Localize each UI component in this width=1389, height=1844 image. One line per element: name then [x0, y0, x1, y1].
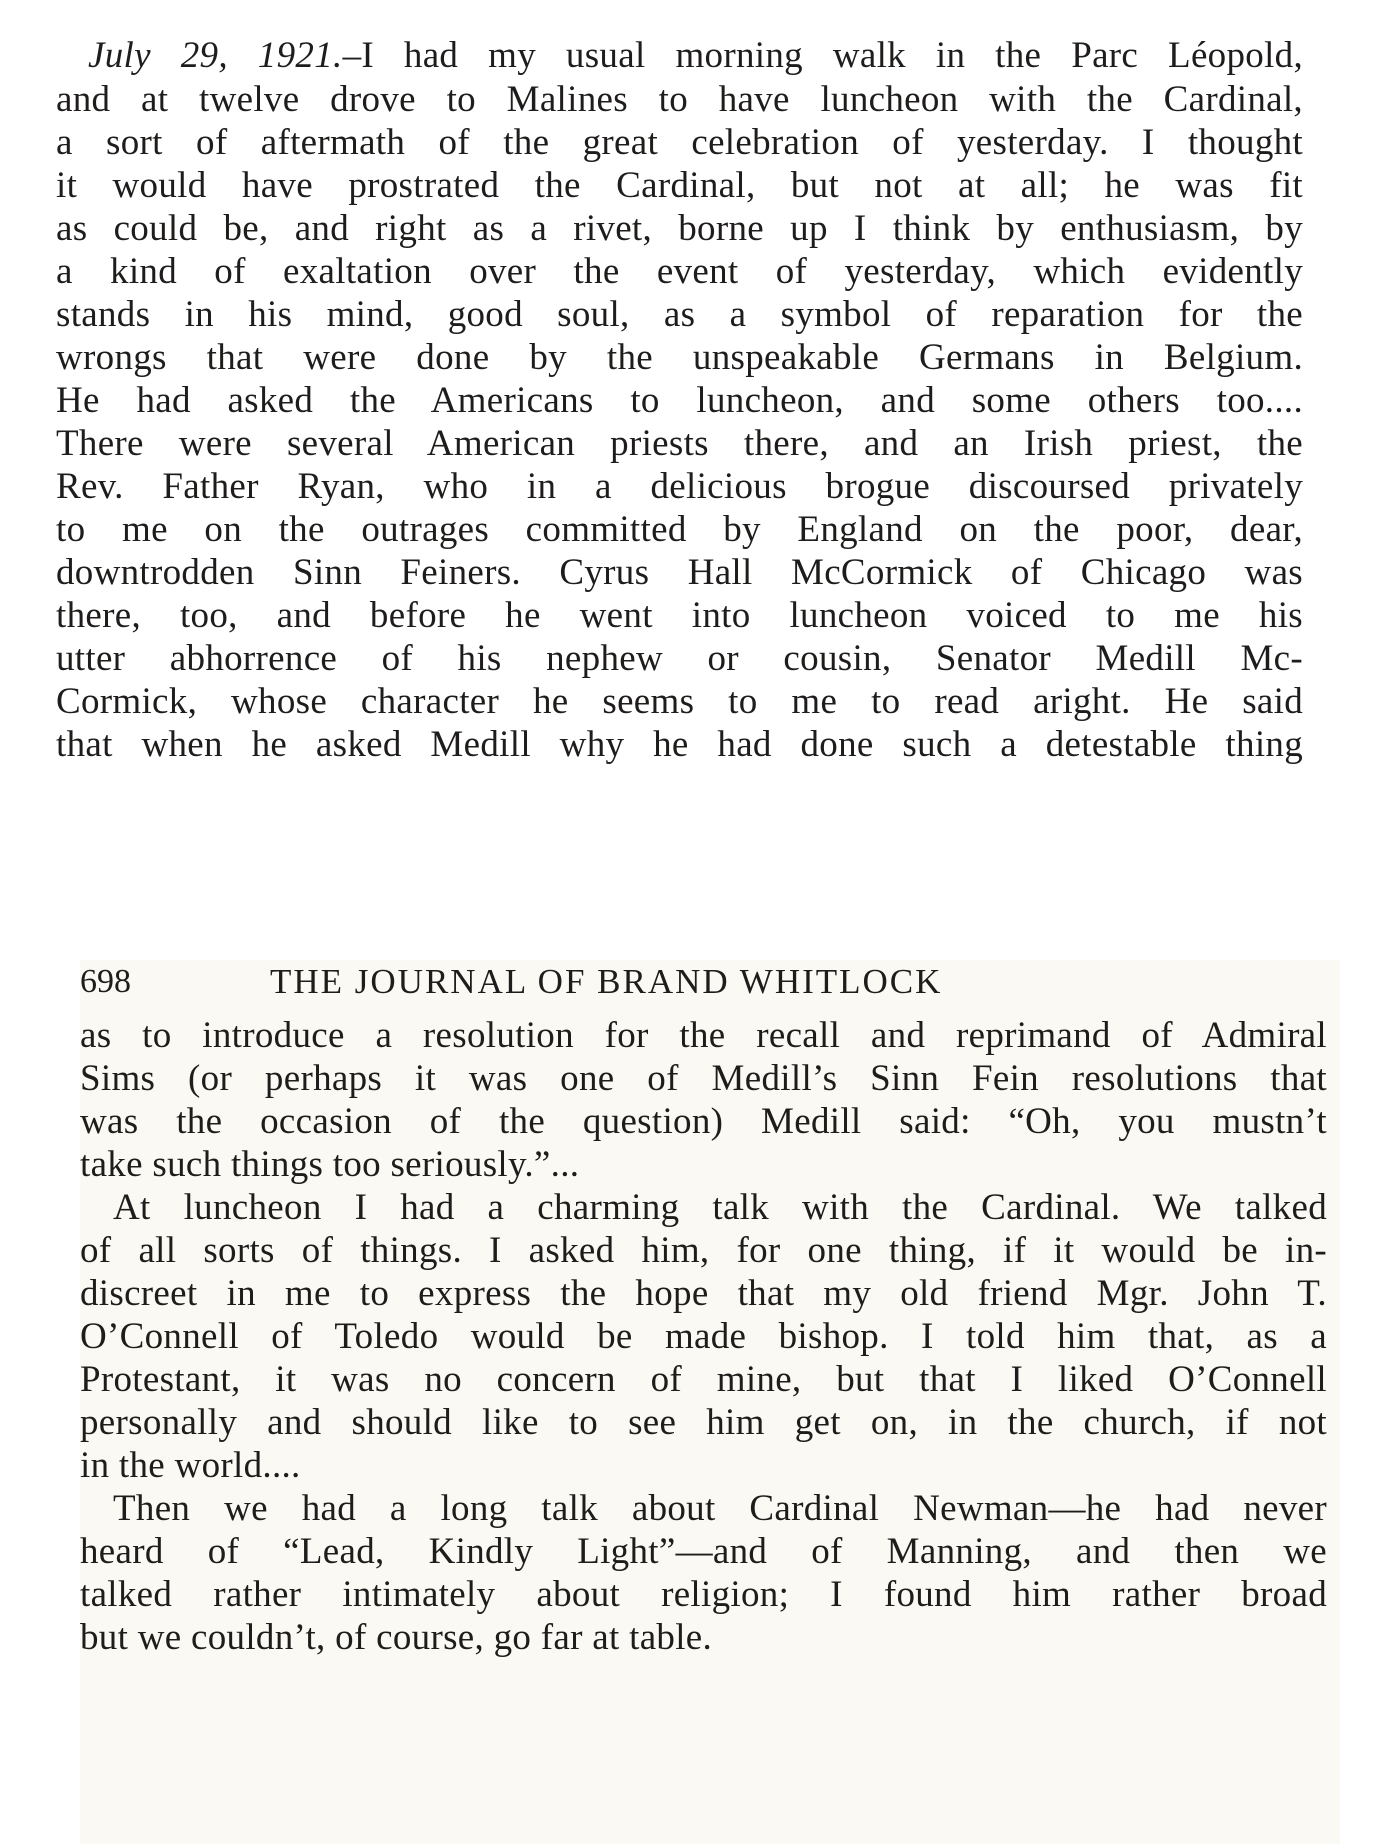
text-line: and at twelve drove to Malines to have luncheon with the Cardinal,	[56, 79, 1303, 120]
text-line: Protestant, it was no concern of mine, but that I liked O’Connell	[80, 1359, 1327, 1400]
text-line: O’Connell of Toledo would be made bishop. I told him that, as a	[80, 1316, 1327, 1357]
text-line: in the world....	[80, 1445, 301, 1486]
text-line: He had asked the Americans to luncheon, and some others too....	[56, 380, 1303, 421]
paragraph-first-line: Then we had a long talk about Cardinal Newman—he had never	[113, 1488, 1327, 1529]
text-line: Rev. Father Ryan, who in a delicious brogue discoursed privately	[56, 466, 1303, 507]
paragraph-first-line: At luncheon I had a charming talk with the Cardinal. We talked	[113, 1187, 1327, 1228]
book-title: THE JOURNAL OF BRAND WHITLOCK	[270, 962, 943, 1001]
text-line: of all sorts of things. I asked him, for one thing, if it would be in-	[80, 1230, 1327, 1271]
text-line: Sims (or perhaps it was one of Medill’s Sinn Fein resolutions that	[80, 1058, 1327, 1099]
text-line: utter abhorrence of his nephew or cousin, Senator Medill Mc-	[56, 638, 1303, 679]
text-line: stands in his mind, good soul, as a symbol of reparation for the	[56, 294, 1303, 335]
journal-page-top	[56, 22, 1306, 912]
text-line: was the occasion of the question) Medill said: “Oh, you mustn’t	[80, 1101, 1327, 1142]
text-line: that when he asked Medill why he had done such a detestable thing	[56, 724, 1303, 765]
text-line: There were several American priests there, and an Irish priest, the	[56, 423, 1303, 464]
text-line: there, too, and before he went into luncheon voiced to me his	[56, 595, 1303, 636]
text-line: to me on the outrages committed by England on the poor, dear,	[56, 509, 1303, 550]
text-line: as could be, and right as a rivet, borne up I think by enthusiasm, by	[56, 208, 1303, 249]
text-line: heard of “Lead, Kindly Light”—and of Manning, and then we	[80, 1531, 1327, 1572]
entry-date: July 29, 1921.	[88, 35, 343, 76]
text-line: talked rather intimately about religion; I found him rather broad	[80, 1574, 1327, 1615]
entry-first-line-text: –I had my usual morning walk in the Parc Léopold,	[342, 35, 1304, 76]
text-line: a sort of aftermath of the great celebration of yesterday. I thought	[56, 122, 1303, 163]
journal-page-bottom	[80, 960, 1340, 1844]
text-line: as to introduce a resolution for the recall and reprimand of Admiral	[80, 1015, 1327, 1056]
text-line: it would have prostrated the Cardinal, but not at all; he was fit	[56, 165, 1303, 206]
text-line: wrongs that were done by the unspeakable Germans in Belgium.	[56, 337, 1303, 378]
text-line: discreet in me to express the hope that my old friend Mgr. John T.	[80, 1273, 1327, 1314]
running-head	[80, 960, 1330, 1010]
text-line: a kind of exaltation over the event of yesterday, which evidently	[56, 251, 1303, 292]
page-number: 698	[80, 963, 131, 1000]
text-line: personally and should like to see him get on, in the church, if not	[80, 1402, 1327, 1443]
text-line: downtrodden Sinn Feiners. Cyrus Hall McCormick of Chicago was	[56, 552, 1303, 593]
text-line: Cormick, whose character he seems to me to read aright. He said	[56, 681, 1303, 722]
text-line: take such things too seriously.”...	[80, 1144, 580, 1185]
text-line: but we couldn’t, of course, go far at table.	[80, 1617, 713, 1658]
entry-first-line	[56, 34, 1303, 78]
